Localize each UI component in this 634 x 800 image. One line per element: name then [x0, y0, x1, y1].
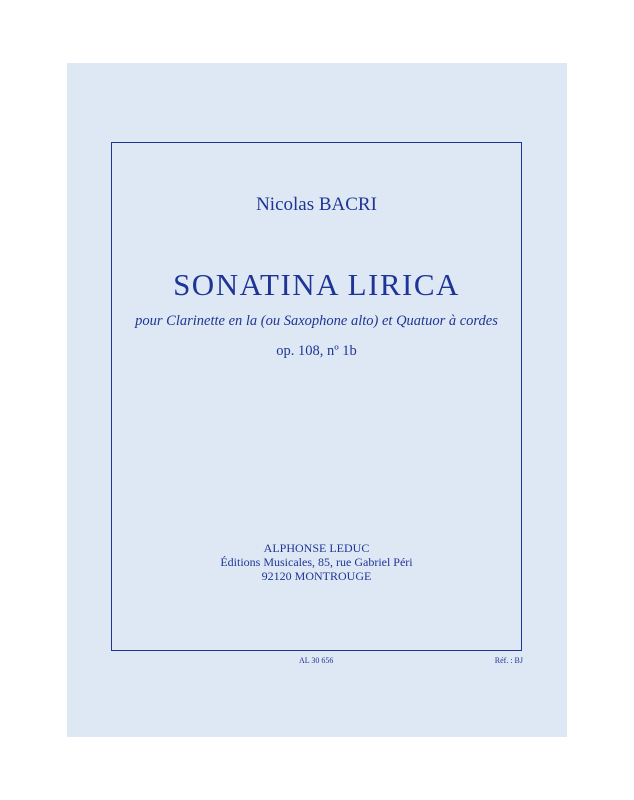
catalog-number: AL 30 656	[299, 656, 334, 665]
publisher-address: Éditions Musicales, 85, rue Gabriel Péri	[220, 555, 413, 569]
publisher-name: ALPHONSE LEDUC	[263, 541, 370, 555]
publisher-block	[112, 541, 521, 583]
title-frame	[111, 142, 522, 651]
opus-number: op. 108, nº 1b	[276, 343, 357, 359]
composer-name: Nicolas BACRI	[256, 194, 377, 215]
instrumentation-subtitle: pour Clarinette en la (ou Saxophone alto) et Quatuor à cordes	[135, 313, 498, 329]
work-title: SONATINA LIRICA	[173, 267, 460, 302]
reference-code: Réf. : BJ	[494, 656, 523, 665]
score-cover	[67, 63, 567, 737]
publisher-city: 92120 MONTROUGE	[261, 569, 372, 583]
